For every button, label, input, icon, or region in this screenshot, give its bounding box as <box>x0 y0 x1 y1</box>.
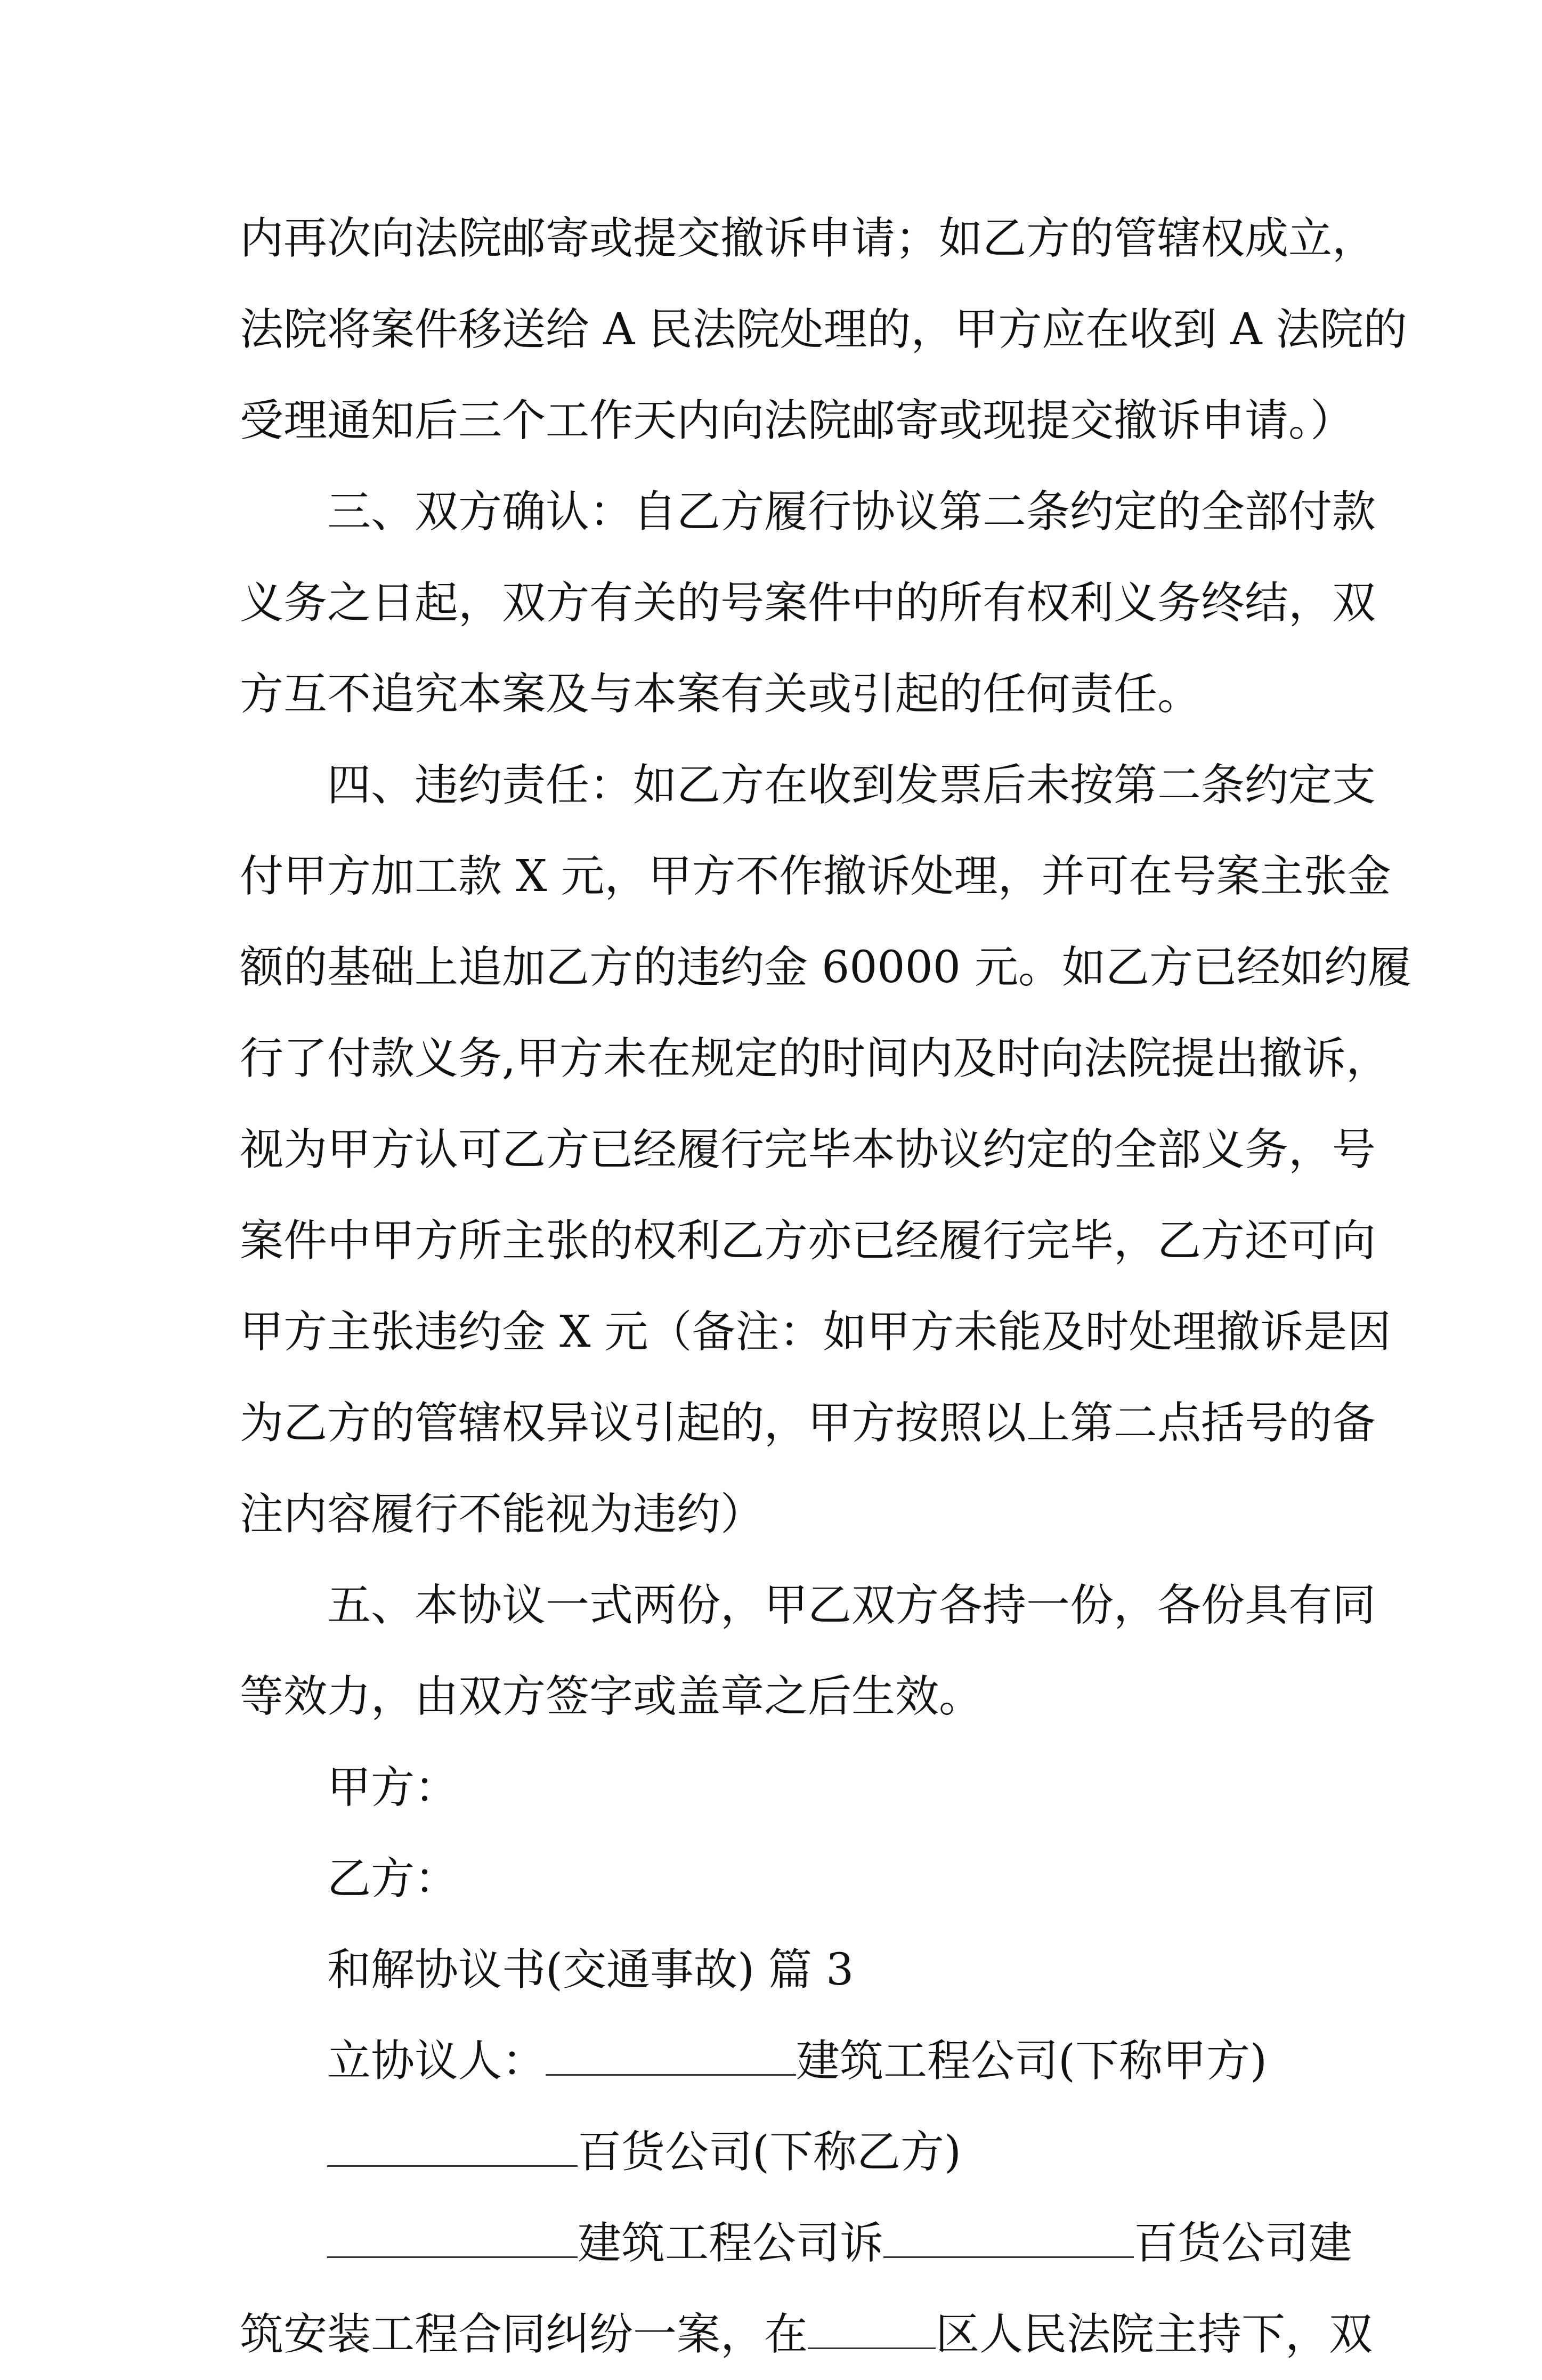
party-a-name-blank <box>546 2041 796 2076</box>
document-page <box>240 193 1411 2380</box>
paragraph-line: 法院将案件移送给 A 民法院处理的，甲方应在收到 A 法院的 <box>240 304 1407 355</box>
paragraph-line: 义务之日起，双方有关的号案件中的所有权利义务终结，双 <box>240 578 1376 628</box>
party-a-text: 建筑工程公司(下称甲方) <box>796 2036 1267 2086</box>
case-text-4: 区人民法院主持下，双 <box>936 2309 1373 2360</box>
paragraph-line: 案件中甲方所主张的权利乙方亦已经履行完毕，乙方还可向 <box>240 1216 1376 1266</box>
paragraph-line: 行了付款义务,甲方未在规定的时间内及时向法院提出撤诉， <box>240 1033 1390 1084</box>
defendant-blank <box>883 2223 1134 2258</box>
parties-line <box>240 2015 1316 2107</box>
paragraph-line: 受理通知后三个工作天内向法院邮寄或现提交撤诉申请。） <box>240 395 1354 446</box>
paragraph-line: 付甲方加工款 X 元，甲方不作撤诉处理，并可在号案主张金 <box>240 851 1391 902</box>
party-b-line <box>240 2107 1316 2198</box>
paragraph-line: 五、本协议一式两份，甲乙双方各持一份，各份具有同 <box>327 1580 1376 1631</box>
section-title: 和解协议书(交通事故) 篇 3 <box>327 1945 854 1995</box>
paragraph-line: 方互不追究本案及与本案有关或引起的任何责任。 <box>240 669 1202 719</box>
paragraph-line: 注内容履行不能视为违约） <box>240 1489 765 1540</box>
paragraph-line: 三、双方确认：自乙方履行协议第二条约定的全部付款 <box>327 487 1376 537</box>
paragraph-line: 内再次向法院邮寄或提交撤诉申请；如乙方的管辖权成立， <box>240 213 1376 264</box>
district-blank <box>808 2314 936 2349</box>
paragraph-line: 额的基础上追加乙方的违约金 60000 元。如乙方已经如约履 <box>240 942 1411 993</box>
party-b-signature: 乙方： <box>327 1853 459 1904</box>
paragraph-line: 等效力，由双方签字或盖章之后生效。 <box>240 1671 983 1722</box>
paragraph-line: 视为甲方认可乙方已经履行完毕本协议约定的全部义务，号 <box>240 1124 1376 1175</box>
case-text-1: 建筑工程公司诉 <box>578 2218 884 2269</box>
case-line <box>240 2198 1353 2289</box>
paragraph-line: 四、违约责任：如乙方在收到发票后未按第二条约定支 <box>327 760 1376 811</box>
case-text-2: 百货公司建 <box>1134 2218 1353 2269</box>
paragraph-line: 为乙方的管辖权异议引起的，甲方按照以上第二点括号的备 <box>240 1398 1376 1448</box>
plaintiff-blank <box>327 2223 578 2258</box>
case-text-3: 筑安装工程合同纠纷一案，在 <box>240 2309 808 2360</box>
party-b-text: 百货公司(下称乙方) <box>578 2127 961 2177</box>
case-line <box>240 2289 1373 2380</box>
parties-label: 立协议人： <box>327 2036 546 2086</box>
party-a-signature: 甲方： <box>327 1762 459 1813</box>
party-b-name-blank <box>327 2132 578 2167</box>
paragraph-line: 甲方主张违约金 X 元（备注：如甲方未能及时处理撤诉是因 <box>240 1307 1391 1357</box>
